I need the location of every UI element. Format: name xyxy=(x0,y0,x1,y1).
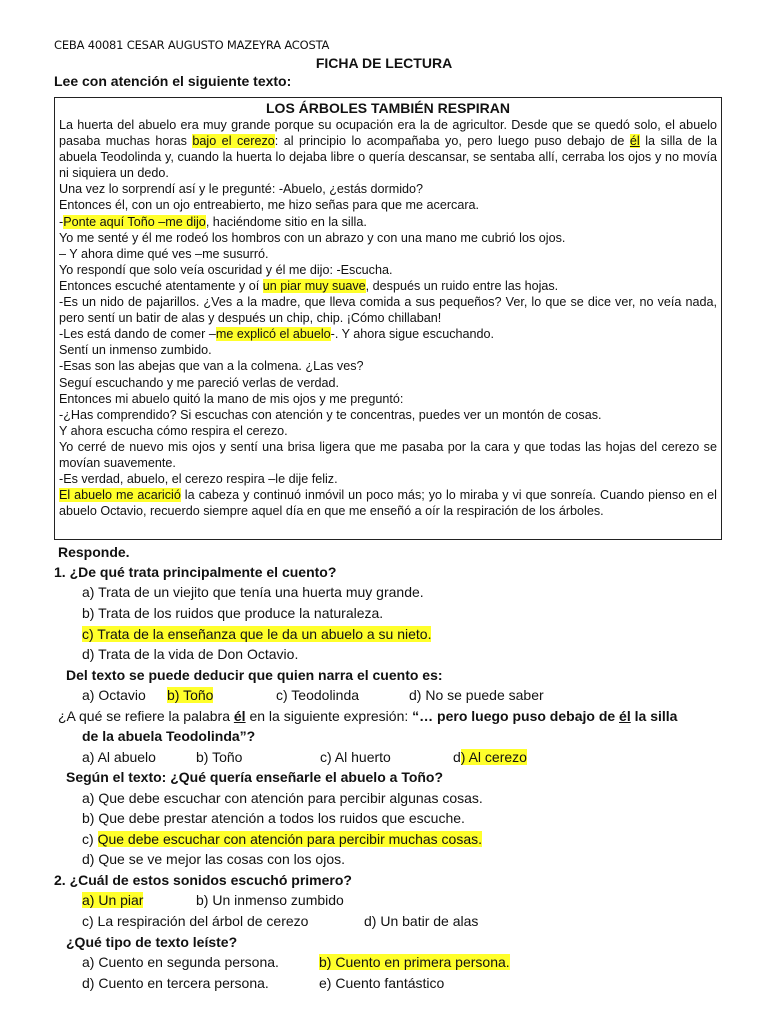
q2-option-b[interactable] xyxy=(196,892,344,908)
highlighted-phrase: bajo el cerezo xyxy=(192,134,275,149)
story-text: La huerta del abuelo era muy grande porque su ocupación era la de agricultor. Desde que se quedó solo, el abuelo pasaba muchas horas xyxy=(59,118,717,149)
question-1: 1. ¿De qué trata principalmente el cuento? xyxy=(54,564,337,580)
story-text: Yo respondí que solo veía oscuridad y él me dijo: -Escucha. xyxy=(59,262,393,277)
story-paragraph xyxy=(59,214,717,230)
story-paragraph xyxy=(59,375,717,391)
story-text: : al principio lo acompañaba yo, pero luego puso debajo de xyxy=(274,134,630,149)
narrator-option-b[interactable] xyxy=(167,687,213,703)
option-text-highlighted: c) Trata de la enseñanza que le da un abuelo a su nieto. xyxy=(82,626,432,642)
story-paragraph xyxy=(59,294,717,326)
option-text-highlighted: Que debe escuchar con atención para percibir muchas cosas. xyxy=(97,831,483,847)
option-text: c) Teodolinda xyxy=(276,687,360,703)
el-option-c[interactable] xyxy=(320,749,391,765)
story-paragraph xyxy=(59,197,717,213)
story-box xyxy=(54,97,722,540)
teach-option-d[interactable] xyxy=(82,851,345,867)
story-body xyxy=(59,117,717,519)
story-text: Y ahora escucha cómo respira el cerezo. xyxy=(59,423,288,438)
teach-option-c[interactable] xyxy=(82,831,482,847)
story-text: Entonces él, con un ojo entreabierto, me hizo señas para que me acercara. xyxy=(59,198,480,213)
option-text-highlighted: a) Un piar xyxy=(82,892,144,908)
el-option-a[interactable] xyxy=(82,749,156,765)
story-text: -Les está dando de comer – xyxy=(59,327,216,342)
type-option-a[interactable] xyxy=(82,954,279,970)
story-text: Seguí escuchando y me pareció verlas de verdad. xyxy=(59,375,340,390)
story-text: Yo me senté y él me rodeó los hombros con un abrazo y con una mano me cubrió los ojos. xyxy=(59,230,566,245)
story-paragraph xyxy=(59,487,717,519)
story-paragraph xyxy=(59,471,717,487)
story-text: Entonces mi abuelo quitó la mano de mis ojos y me preguntó: xyxy=(59,391,404,406)
q2-option-a[interactable] xyxy=(82,892,143,908)
option-text: a) Cuento en segunda persona. xyxy=(82,954,279,970)
question-el xyxy=(58,708,677,724)
story-paragraph xyxy=(59,423,717,439)
story-paragraph xyxy=(59,181,717,197)
narrator-option-a[interactable] xyxy=(82,687,146,703)
option-letter: d xyxy=(453,749,461,765)
q1-option-c[interactable] xyxy=(82,626,431,642)
type-option-d[interactable] xyxy=(82,975,269,991)
story-text: Sentí un inmenso zumbido. xyxy=(59,343,212,358)
narrator-option-c[interactable] xyxy=(276,687,359,703)
story-text: la cabeza y continuó inmóvil un poco más; yo lo miraba y vi que sonreía. Cuando pienso en el abuelo Octavio, recuerdo siempre aquel día en que me enseñó a oír la respiración de los árboles. xyxy=(59,488,717,519)
highlighted-phrase: me explicó el abuelo xyxy=(215,327,331,342)
story-text: -. Y ahora sigue escuchando. xyxy=(330,327,495,342)
story-text: -Esas son las abejas que van a la colmena. ¿Las ves? xyxy=(59,359,364,374)
story-paragraph xyxy=(59,358,717,374)
story-text: , después un ruido entre las hojas. xyxy=(365,278,559,293)
option-text: b) Toño xyxy=(196,749,243,765)
el-option-b[interactable] xyxy=(196,749,242,765)
question-narrator: Del texto se puede deducir que quien narra el cuento es: xyxy=(66,667,443,683)
option-text-highlighted: b) Cuento en primera persona. xyxy=(319,954,510,970)
q-el-text: ¿A qué se refiere la palabra xyxy=(58,708,234,724)
question-teach: Según el texto: ¿Qué quería enseñarle el abuelo a Toño? xyxy=(66,769,444,785)
story-text: Una vez lo sorprendí así y le pregunté: -Abuelo, ¿estás dormido? xyxy=(59,182,424,197)
teach-option-b[interactable] xyxy=(82,810,465,826)
story-paragraph xyxy=(59,230,717,246)
story-text: Yo cerré de nuevo mis ojos y sentí una brisa ligera que me pasaba por la cara y que todas las hojas del cerezo se movían suavemente. xyxy=(59,439,717,470)
q-el-text: en la siguiente expresión: xyxy=(245,708,413,724)
teach-option-a[interactable] xyxy=(82,790,483,806)
story-title: LOS ÁRBOLES TAMBIÉN RESPIRAN xyxy=(266,100,510,116)
option-letter: c) xyxy=(82,831,98,847)
option-text: e) Cuento fantástico xyxy=(319,975,445,991)
highlighted-phrase: un piar muy suave xyxy=(262,278,366,293)
story-text: - xyxy=(59,214,64,229)
q1-option-a[interactable] xyxy=(82,584,424,600)
option-text-highlighted: ) Al cerezo xyxy=(460,749,527,765)
story-text: – Y ahora dime qué ves –me susurró. xyxy=(59,246,269,261)
option-text: d) Cuento en tercera persona. xyxy=(82,975,269,991)
q2-option-d[interactable] xyxy=(364,913,478,929)
question-text-type: ¿Qué tipo de texto leíste? xyxy=(66,934,238,950)
q-el-word: él xyxy=(233,708,246,724)
option-text: a) Octavio xyxy=(82,687,146,703)
story-paragraph xyxy=(59,117,717,181)
option-text: b) Trata de los ruidos que produce la naturaleza. xyxy=(82,605,384,621)
type-option-e[interactable] xyxy=(319,975,444,991)
school-name: CEBA 40081 CESAR AUGUSTO MAZEYRA ACOSTA xyxy=(54,38,330,52)
story-text: Entonces escuché atentamente y oí xyxy=(59,278,263,293)
option-text: a) Trata de un viejito que tenía una huerta muy grande. xyxy=(82,584,424,600)
story-paragraph xyxy=(59,439,717,471)
option-text: b) Un inmenso zumbido xyxy=(196,892,344,908)
q1-option-d[interactable] xyxy=(82,646,298,662)
q-el-quote: “… pero luego puso debajo de xyxy=(412,708,620,724)
story-paragraph xyxy=(59,326,717,342)
story-paragraph xyxy=(59,246,717,262)
q1-option-b[interactable] xyxy=(82,605,383,621)
question-2: 2. ¿Cuál de estos sonidos escuchó primero? xyxy=(54,872,352,888)
story-text: -Es un nido de pajarillos. ¿Ves a la madre, que lleva comida a sus pequeños? Ver, lo que se dice ver, no veía nada, pero sentí un batir de alas y después un chip, chip. ¡Cómo chillaban! xyxy=(59,295,717,326)
q-el-quote: la silla xyxy=(630,708,678,724)
option-text: a) Que debe escuchar con atención para percibir algunas cosas. xyxy=(82,790,483,806)
worksheet-title: FICHA DE LECTURA xyxy=(315,55,453,71)
story-paragraph xyxy=(59,342,717,358)
option-text: d) Trata de la vida de Don Octavio. xyxy=(82,646,299,662)
story-text: la silla de la abuela Teodolinda y, cuando la huerta lo dejaba libre o quería descansar, se sentaba allí, cerraba los ojos y no movía ni siquiera un dedo. xyxy=(59,134,717,181)
q-el-quote-word: él xyxy=(619,708,631,724)
highlighted-phrase: él xyxy=(629,134,640,149)
q2-option-c[interactable] xyxy=(82,913,308,929)
story-text: -Es verdad, abuelo, el cerezo respira –le dije feliz. xyxy=(59,472,338,487)
option-text: d) Un batir de alas xyxy=(364,913,479,929)
option-text: b) Que debe prestar atención a todos los ruidos que escuche. xyxy=(82,810,465,826)
story-text: -¿Has comprendido? Si escuchas con atención y te concentras, puedes ver un montón de cosas. xyxy=(59,407,602,422)
question-el-line2: de la abuela Teodolinda”? xyxy=(82,728,256,744)
story-paragraph xyxy=(59,278,717,294)
highlighted-phrase: Ponte aquí Toño –me dijo xyxy=(63,214,206,229)
option-text: c) Al huerto xyxy=(320,749,391,765)
el-option-d[interactable] xyxy=(453,749,527,765)
story-paragraph xyxy=(59,407,717,423)
option-text: d) No se puede saber xyxy=(409,687,544,703)
type-option-b[interactable] xyxy=(319,954,510,970)
option-text-highlighted: b) Toño xyxy=(167,687,214,703)
reading-instruction: Lee con atención el siguiente texto: xyxy=(54,73,292,89)
option-text: d) Que se ve mejor las cosas con los ojos. xyxy=(82,851,346,867)
narrator-option-d[interactable] xyxy=(409,687,544,703)
story-paragraph xyxy=(59,391,717,407)
highlighted-phrase: El abuelo me acarició xyxy=(59,488,181,503)
respond-heading: Responde. xyxy=(58,544,130,560)
story-paragraph xyxy=(59,262,717,278)
option-text: a) Al abuelo xyxy=(82,749,156,765)
story-text: , haciéndome sitio en la silla. xyxy=(205,214,367,229)
option-text: c) La respiración del árbol de cerezo xyxy=(82,913,309,929)
